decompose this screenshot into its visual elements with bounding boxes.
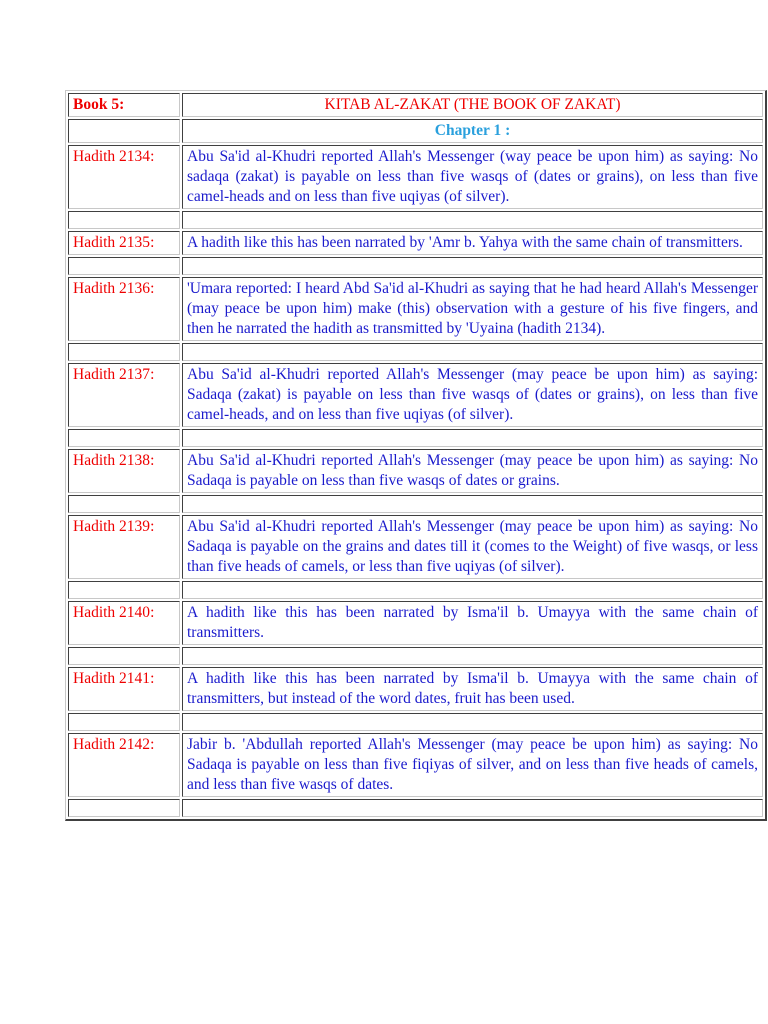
- empty-cell: [68, 429, 180, 447]
- empty-cell: [68, 647, 180, 665]
- empty-cell: [182, 713, 763, 731]
- empty-cell: [182, 211, 763, 229]
- empty-cell: [182, 343, 763, 361]
- hadith-number: Hadith 2135: [73, 234, 151, 251]
- hadith-number: Hadith 2139: [73, 518, 151, 535]
- hadith-number: Hadith 2141: [73, 670, 151, 687]
- book-label: Book 5:: [68, 93, 180, 117]
- hadith-label: Hadith 2140:: [68, 601, 180, 645]
- spacer-row: [68, 257, 763, 275]
- empty-cell: [182, 799, 763, 817]
- chapter-heading: Chapter 1 :: [182, 119, 763, 143]
- empty-cell: [182, 581, 763, 599]
- hadith-row: [68, 277, 763, 341]
- empty-cell: [68, 495, 180, 513]
- hadith-row: [68, 667, 763, 711]
- hadith-text: A hadith like this has been narrated by 'Amr b. Yahya with the same chain of transmitters.: [182, 231, 763, 255]
- hadith-number: Hadith 2140: [73, 604, 151, 621]
- hadith-text: Abu Sa'id al-Khudri reported Allah's Messenger (may peace be upon him) as saying: No Sadaqa is payable on less than five wasqs of dates or grains.: [182, 449, 763, 493]
- empty-cell: [182, 647, 763, 665]
- hadith-row: [68, 733, 763, 797]
- hadith-text: Abu Sa'id al-Khudri reported Allah's Messenger (may peace be upon him) as saying: No Sadaqa is payable on the grains and dates till it (comes to the Weight) of five wasqs, or less than five heads of camels, or less than five uqiyas (of silver).: [182, 515, 763, 579]
- hadith-text: Jabir b. 'Abdullah reported Allah's Messenger (may peace be upon him) as saying: No Sadaqa is payable on less than five fiqiyas of silver, and on less than five heads of camels, and less than five wasqs of dates.: [182, 733, 763, 797]
- spacer-row: [68, 429, 763, 447]
- spacer-row: [68, 647, 763, 665]
- hadith-label: Hadith 2138:: [68, 449, 180, 493]
- hadith-row: [68, 363, 763, 427]
- empty-cell: [182, 495, 763, 513]
- chapter-row: [68, 119, 763, 143]
- empty-cell: [68, 211, 180, 229]
- hadith-text: A hadith like this has been narrated by Isma'il b. Umayya with the same chain of transmitters.: [182, 601, 763, 645]
- empty-cell: [68, 713, 180, 731]
- empty-cell: [182, 429, 763, 447]
- hadith-row: [68, 515, 763, 579]
- spacer-row: [68, 495, 763, 513]
- hadith-label: Hadith 2136:: [68, 277, 180, 341]
- empty-cell: [182, 257, 763, 275]
- spacer-row: [68, 211, 763, 229]
- hadith-label: Hadith 2141:: [68, 667, 180, 711]
- hadith-row: [68, 601, 763, 645]
- document-page: [65, 90, 767, 821]
- hadith-text: 'Umara reported: I heard Abd Sa'id al-Khudri as saying that he had heard Allah's Messenger (may peace be upon him) make (this) observation with a gesture of his five fingers, and then he narrated the hadith as transmitted by 'Uyaina (hadith 2134).: [182, 277, 763, 341]
- empty-cell: [68, 257, 180, 275]
- hadith-table: [65, 90, 767, 821]
- empty-cell: [68, 343, 180, 361]
- hadith-label: Hadith 2139:: [68, 515, 180, 579]
- book-header-row: [68, 93, 763, 117]
- hadith-row: [68, 231, 763, 255]
- hadith-text: A hadith like this has been narrated by Isma'il b. Umayya with the same chain of transmitters, but instead of the word dates, fruit has been used.: [182, 667, 763, 711]
- empty-cell: [68, 581, 180, 599]
- empty-cell: [68, 119, 180, 143]
- spacer-row: [68, 581, 763, 599]
- hadith-row: [68, 449, 763, 493]
- spacer-row: [68, 343, 763, 361]
- book-title: KITAB AL-ZAKAT (THE BOOK OF ZAKAT): [182, 93, 763, 117]
- hadith-number: Hadith 2137: [73, 366, 151, 383]
- hadith-number: Hadith 2136: [73, 280, 151, 297]
- hadith-text: Abu Sa'id al-Khudri reported Allah's Messenger (may peace be upon him) as saying: Sadaqa (zakat) is payable on less than five wasqs of (dates or grains), on less than five camel-heads, and on less than five uqiyas (of silver).: [182, 363, 763, 427]
- hadith-label: Hadith 2142:: [68, 733, 180, 797]
- hadith-label: Hadith 2134:: [68, 145, 180, 209]
- spacer-row: [68, 799, 763, 817]
- hadith-number: Hadith 2142: [73, 736, 151, 753]
- hadith-label: Hadith 2137:: [68, 363, 180, 427]
- spacer-row: [68, 713, 763, 731]
- hadith-row: [68, 145, 763, 209]
- hadith-label: Hadith 2135:: [68, 231, 180, 255]
- hadith-number: Hadith 2134: [73, 148, 151, 165]
- empty-cell: [68, 799, 180, 817]
- hadith-number: Hadith 2138: [73, 452, 151, 469]
- hadith-text: Abu Sa'id al-Khudri reported Allah's Messenger (way peace be upon him) as saying: No sadaqa (zakat) is payable on less than five wasqs of (dates or grains), on less than five camel-heads and on less than five uqiyas (of silver).: [182, 145, 763, 209]
